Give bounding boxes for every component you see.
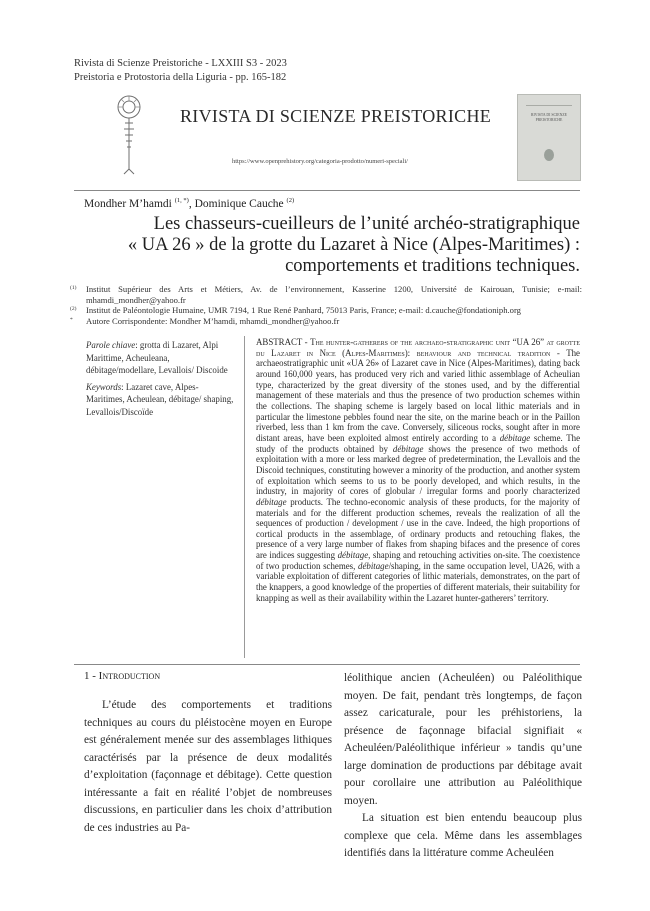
keywords-italian-label: Parole chiave [86,340,136,350]
journal-volume-line: Rivista di Scienze Preistoriche - LXXIII S3 - 2023 [74,58,287,69]
author-2-affiliation: (2) [286,197,295,204]
title-line-2: « UA 26 » de la grotte du Lazaret à Nice (Alpes-Maritimes) : [127,235,580,255]
abstract-term: débitage [358,560,389,571]
journal-cover-thumbnail [517,94,581,181]
title-line-3: comportements et traditions techniques. [285,256,580,276]
author-list: Mondher M’hamdi $^{(1, *)}$, Dominique Cauche $^{(2)}$ [84,197,295,210]
abstract-text: shows the presence of two methods of exploitation with a more or less marked degree of predetermination, the Levallois and the Discoid techniques, constituting however a minority of the production, and another system of exploitation which seems to us to be poorly developed, and which results, in the industry, in majority of cores of globular / irregular forms and poorly characterized [256,443,580,497]
author-1: Mondher M’hamdi [84,197,172,210]
affiliation-text: Autore Corrispondente: Mondher M’hamdi, mhamdi_mondher@yahoo.fr [86,315,340,326]
abstract-text: , shaping and retouching activities on-site. The coexistence of two production schemes, [256,550,580,571]
journal-logo-icon [112,93,146,175]
keywords-english-text: : Lazaret cave, Alpes-Maritimes, Acheulean, débitage/ shaping, Levallois/Discoïde [86,381,234,417]
header-divider [74,190,580,191]
keywords-italian [86,339,236,377]
affiliation-text: Institut Supérieur des Arts et Métiers, Av. de l’environnement, Kasserine 1200, Université de Kairouan, Tunisie; e-mail: mhamdi_mondher@yahoo.fr [86,284,582,305]
abstract-term: débitage [392,443,424,454]
journal-header [74,57,287,85]
abstract [256,337,580,603]
journal-pages-line: Preistoria e Protostoria della Liguria - pp. 165-182 [74,72,287,83]
body-column-right [344,670,582,863]
body-column-left [84,697,332,837]
keywords-english [86,381,236,419]
cover-emblem-icon [544,149,554,161]
abstract-divider [244,336,245,658]
section-heading: 1 - Introduction [84,670,161,682]
abstract-term: débitage [499,432,531,443]
body-paragraph: La situation est bien entendu beaucoup plus complexe que cela. Même dans les assemblages identifiés dans la littérature comme Acheuléen [344,812,582,859]
affiliation-2 [70,305,582,316]
section-divider [74,664,580,665]
abstract-term: débitage [337,550,369,561]
affiliation-text: Institut de Paléontologie Humaine, UMR 7194, 1 Rue René Panhard, 75013 Paris, France; e-mail: d.cauche@fondationiph.org [86,305,521,316]
affiliation-1 [70,284,582,305]
affiliation-marker: (1) [70,285,77,291]
keywords-box [86,339,236,423]
abstract-term: débitage [256,496,287,507]
author-1-affiliation: (1, *) [174,197,189,204]
keywords-english-label: Keywords [86,381,122,392]
affiliation-corresponding [70,316,582,327]
abstract-text: - The archaeostratigraphic unit «UA 26» of Lazaret cave in Nice (Alpes-Maritimes), dating back around 160,000 years, has produced very rich and varied lithic assemblage of Acheulian type, characterized by the great diversity of the stones used, and by the differential management of these materials and thus the presence of two production schemes within the collections. The shaping scheme is largely based on local lithic materials and in particular the limestone pebbles found near the site, on the marine beach or in the Paillon riverbed, less than 1 km from the cave. Conversely, siliceous rocks, sought after in more distant areas, have been exploited almost entirely according to a [256,347,580,443]
affiliation-marker: (2) [70,306,77,313]
journal-url-link[interactable]: https://www.openprehistory.org/categoria-prodotto/numeri-speciali/ [232,158,408,165]
affiliation-marker: * [70,316,73,323]
article-title [110,214,580,277]
abstract-text: scheme. The study of the products obtained by [256,432,581,454]
abstract-label: ABSTRACT - [256,337,311,347]
journal-title: RIVISTA DI SCIENZE PREISTORICHE [180,106,492,126]
affiliations [70,284,582,326]
title-line-1: Les chasseurs-cueilleurs de l’unité archéo-stratigraphique [153,214,580,234]
body-paragraph: L’étude des comportements et traditions techniques au cours du pléistocène moyen en Europe est généralement menée sur des assemblages lithiques caractérisés par la présence de deux modalités d’exploitation (façonnage et débitage). Cette question intéressante a fait en réalité l’objet de nombreuses discussions, en particulier dans les choix d’attribution de ces industries au Pa- [84,699,332,834]
cover-title: RIVISTA DI SCIENZE PREISTORICHE [531,113,567,122]
author-2: Dominique Cauche [194,197,284,210]
abstract-heading: The hunter-gatherers of the archaeo-stratigraphic unit “UA 26” at grotte du Lazaret in Nice (Alpes-Maritimes): behaviour and technical tradition [256,337,580,358]
body-paragraph: léolithique ancien (Acheuléen) ou Paléolithique moyen. De fait, pendant très longtemps, de façon assez caricaturale, pour les préhistoriens, la présence de façonnage bifacial signifiait « Acheuléen/Paléolithique inférieur » tandis qu’une large domination de productions par débitage avait pour corollaire une attribution au Paléolithique moyen. [344,672,582,807]
abstract-text: products. The techno-economic analysis of these products, for the majority of materials and for the different production schemes, reveals the realization of all the sequences of production / development / use in the cave. Indeed, the high proportions of cortical products in the assemblage, of ordinary products and retouching flakes, the presence of a very large number of flakes from shaping bifaces and the presence of cores are indices suggesting [256,496,580,561]
keywords-italian-text: : grotta di Lazaret, Alpi Marittime, Acheuleana, débitage/modellare, Levallois/ Discoide [86,340,228,376]
abstract-text: /shaping, in the same occupation level, UA26, with a variable exploitation of different categories of lithic materials, demonstrates, on the part of the knappers, a good knowledge of the properties of different materials, their suitability for knapping as well as their availability within the Lazaret hunter-gatherers’ territory. [256,560,580,603]
